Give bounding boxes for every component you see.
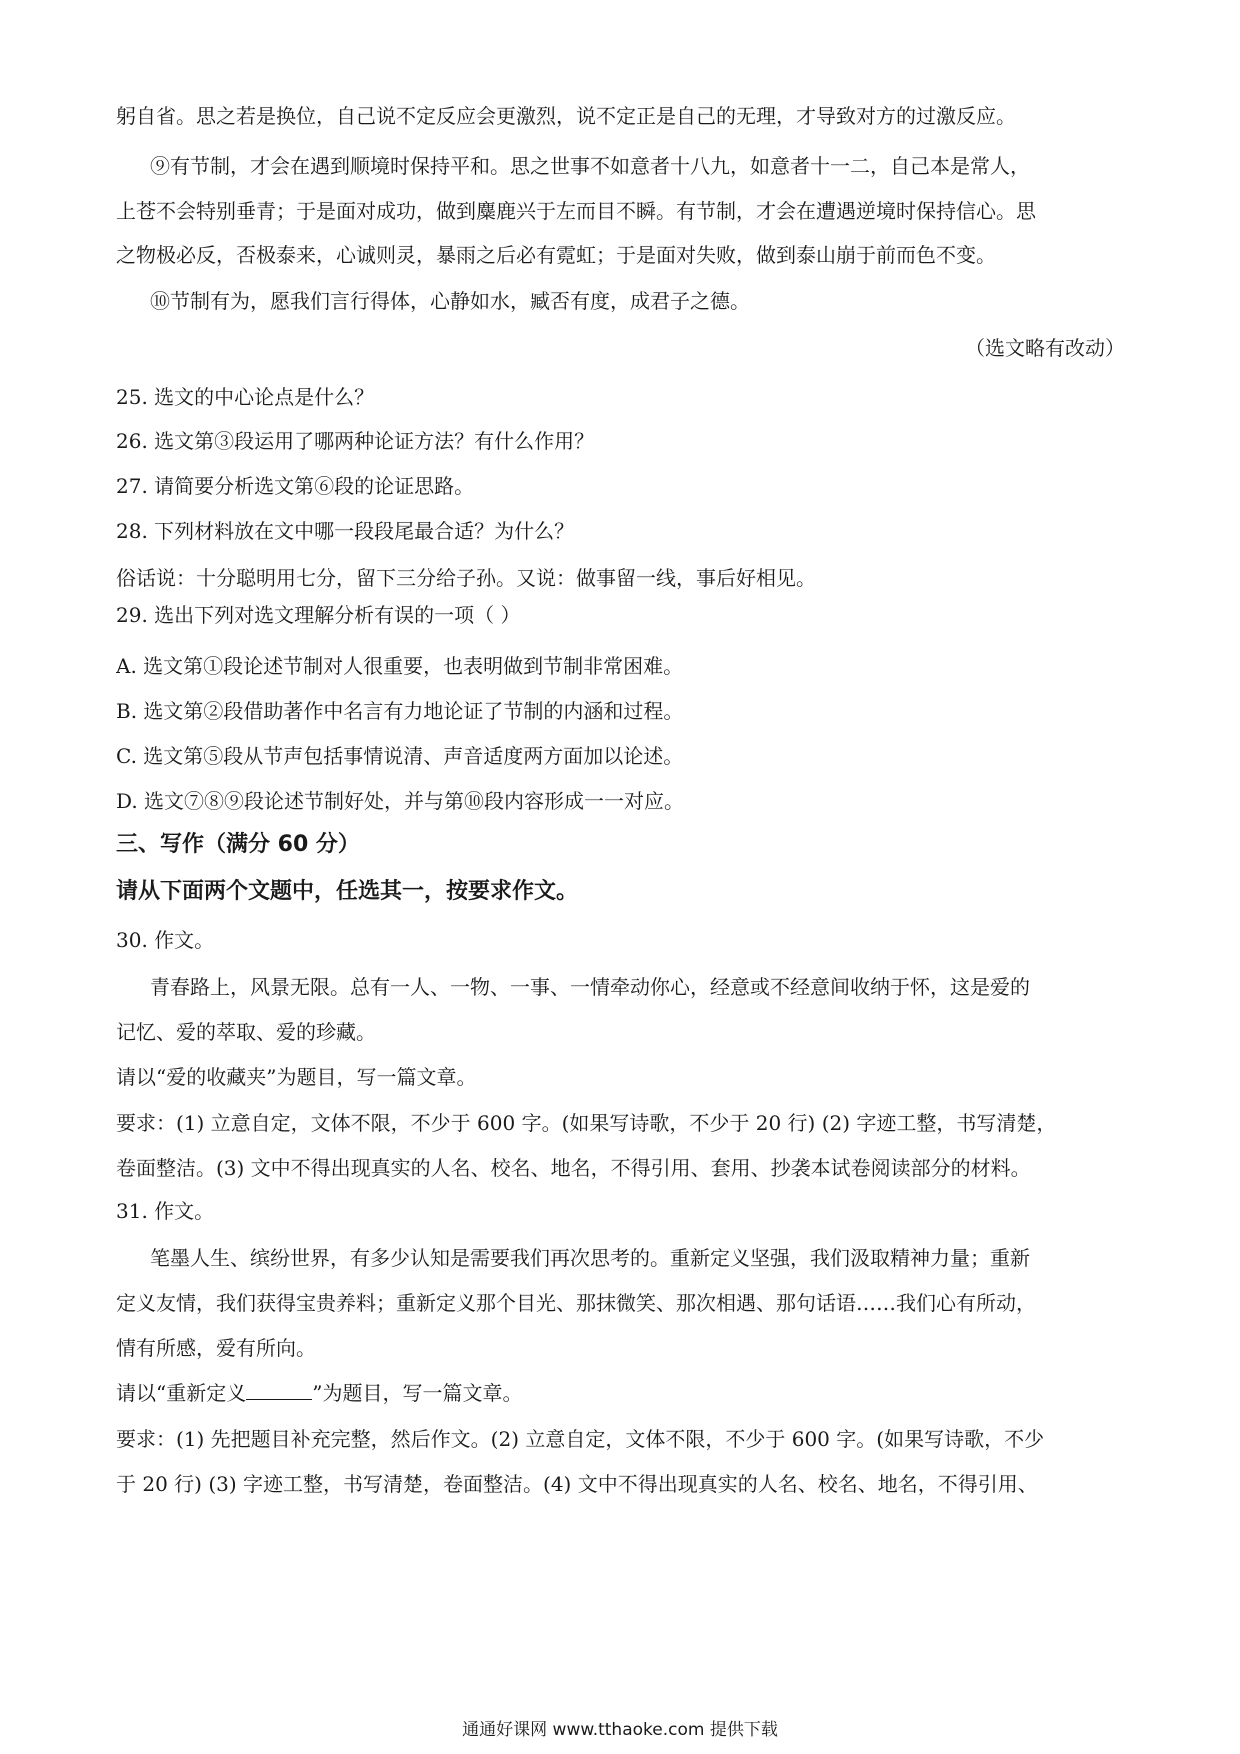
passage-paragraph-8-end: 躬自省。思之若是换位，自己说不定反应会更激烈，说不定正是自己的无理，才导致对方的过激反应。 bbox=[116, 104, 1016, 128]
writing-instruction: 请从下面两个文题中，任选其一，按要求作文。 bbox=[116, 879, 579, 904]
question-31-prompt-line-2: 定义友情，我们获得宝贵养料；重新定义那个目光、那抹微笑、那次相遇、那句话语……我们心有所动， bbox=[116, 1291, 1036, 1315]
question-29-option-a: A. 选文第①段论述节制对人很重要，也表明做到节制非常困难。 bbox=[116, 654, 684, 678]
question-29: 29. 选出下列对选文理解分析有误的一项（ ） bbox=[116, 603, 521, 627]
question-29-option-d: D. 选文⑦⑧⑨段论述节制好处，并与第⑩段内容形成一一对应。 bbox=[116, 789, 685, 813]
page-footer: 通通好课网 www.tthaoke.com 提供下载 bbox=[462, 1720, 778, 1740]
passage-paragraph-9-line-3: 之物极必反，否极泰来，心诚则灵，暴雨之后必有霓虹；于是面对失败，做到泰山崩于前而色不变。 bbox=[116, 243, 996, 267]
question-30-prompt-line-2: 记忆、爱的萃取、爱的珍藏。 bbox=[116, 1020, 376, 1044]
question-31-label: 31. 作文。 bbox=[116, 1199, 215, 1223]
question-31-title-prefix: 请以“重新定义 bbox=[116, 1381, 247, 1405]
writing-section-title: 三、写作（满分 60 分） bbox=[116, 832, 360, 857]
question-31-title-suffix: ”为题目，写一篇文章。 bbox=[312, 1381, 523, 1405]
question-29-option-c: C. 选文第⑤段从节声包括事情说清、声音适度两方面加以论述。 bbox=[116, 744, 684, 768]
question-31-prompt-line-1: 笔墨人生、缤纷世界，有多少认知是需要我们再次思考的。重新定义坚强，我们汲取精神力量；重新 bbox=[150, 1246, 1030, 1270]
question-31-title bbox=[116, 1378, 1126, 1408]
question-30-label: 30. 作文。 bbox=[116, 928, 215, 952]
question-30-prompt-line-1: 青春路上，风景无限。总有一人、一物、一事、一情牵动你心，经意或不经意间收纳于怀，这是爱的 bbox=[150, 975, 1030, 999]
question-30-title: 请以“爱的收藏夹”为题目，写一篇文章。 bbox=[116, 1065, 477, 1089]
question-30-requirements-line-2: 卷面整洁。(3) 文中不得出现真实的人名、校名、地名，不得引用、套用、抄袭本试卷阅读部分的材料。 bbox=[116, 1156, 1031, 1180]
question-31-requirements-line-1: 要求：(1) 先把题目补充完整，然后作文。(2) 立意自定，文体不限，不少于 600 字。(如果写诗歌，不少 bbox=[116, 1427, 1045, 1451]
title-blank-line bbox=[246, 1379, 312, 1400]
question-31-requirements-line-2: 于 20 行) (3) 字迹工整，书写清楚，卷面整洁。(4) 文中不得出现真实的人名、校名、地名，不得引用、 bbox=[116, 1472, 1038, 1496]
question-26: 26. 选文第③段运用了哪两种论证方法？有什么作用？ bbox=[116, 429, 595, 453]
question-28-material: 俗话说：十分聪明用七分，留下三分给子孙。又说：做事留一线，事后好相见。 bbox=[116, 566, 816, 590]
passage-paragraph-9-line-2: 上苍不会特别垂青；于是面对成功，做到麋鹿兴于左而目不瞬。有节制，才会在遭遇逆境时保持信心。思 bbox=[116, 199, 1036, 223]
passage-paragraph-9-line-1: ⑨有节制，才会在遇到顺境时保持平和。思之世事不如意者十八九，如意者十一二，自己本是常人， bbox=[150, 154, 1030, 178]
question-29-option-b: B. 选文第②段借助著作中名言有力地论证了节制的内涵和过程。 bbox=[116, 699, 684, 723]
passage-paragraph-10: ⑩节制有为，愿我们言行得体，心静如水，臧否有度，成君子之德。 bbox=[150, 289, 750, 313]
question-27: 27. 请简要分析选文第⑥段的论证思路。 bbox=[116, 474, 475, 498]
question-30-requirements-line-1: 要求：(1) 立意自定，文体不限，不少于 600 字。(如果写诗歌，不少于 20 行) (2) 字迹工整，书写清楚， bbox=[116, 1111, 1057, 1135]
question-31-prompt-line-3: 情有所感，爱有所向。 bbox=[116, 1336, 316, 1360]
question-25: 25. 选文的中心论点是什么？ bbox=[116, 385, 375, 409]
question-28: 28. 下列材料放在文中哪一段段尾最合适？为什么？ bbox=[116, 519, 575, 543]
source-note: （选文略有改动） bbox=[965, 336, 1125, 360]
